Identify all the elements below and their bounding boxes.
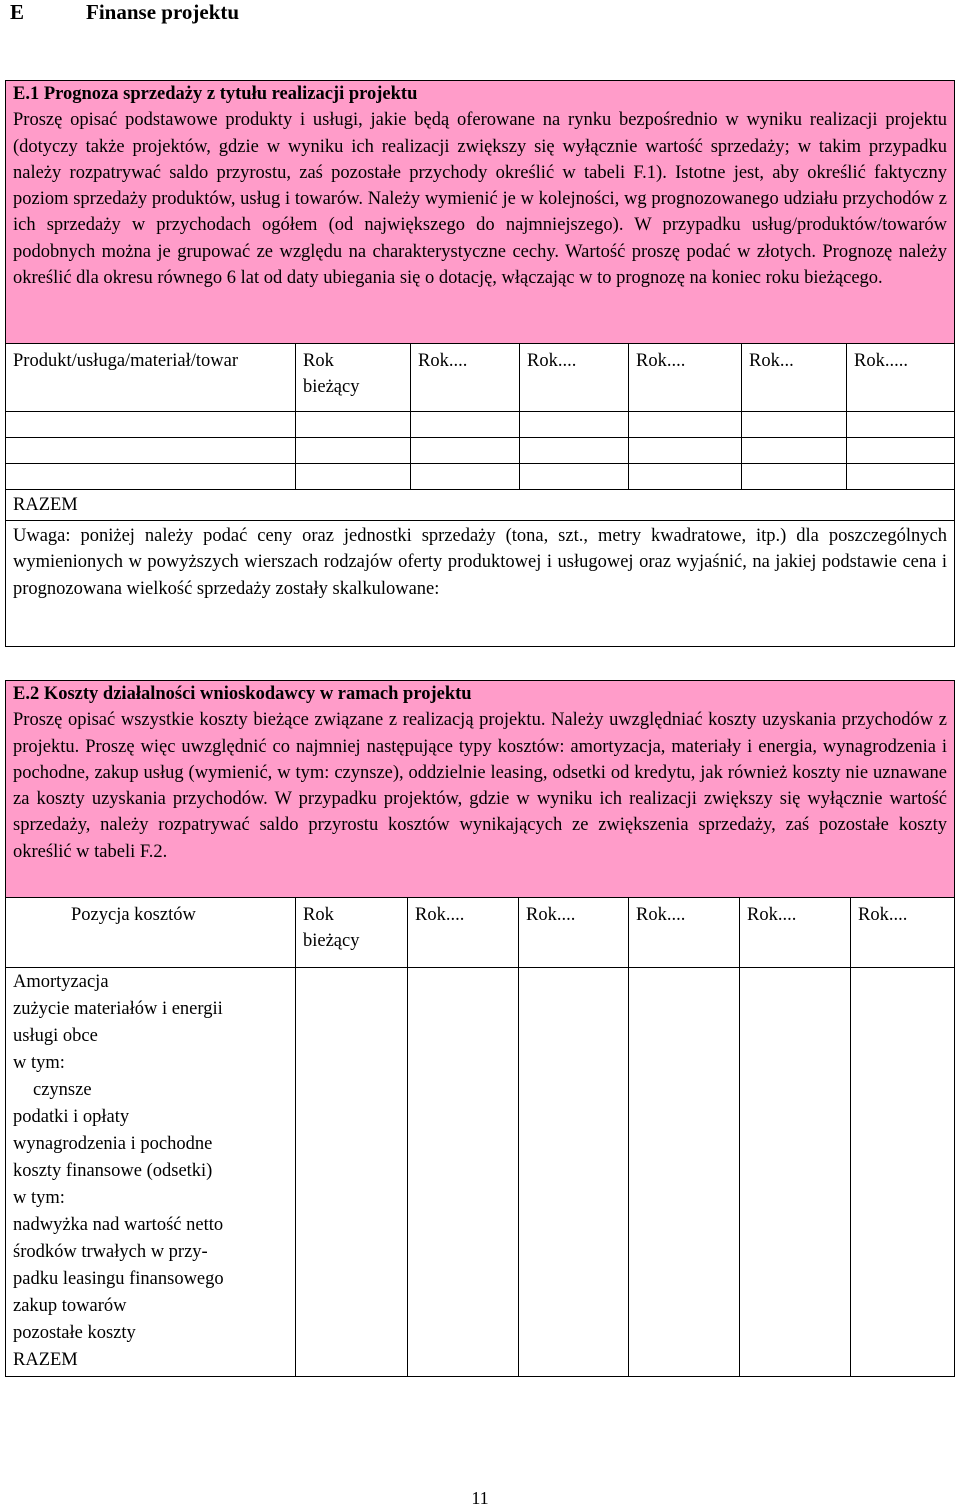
total-label: RAZEM (6, 490, 955, 521)
column-header-year: Rok.... (851, 898, 955, 968)
list-item: padku leasingu finansowego (13, 1269, 224, 1289)
column-header-product: Produkt/usługa/materiał/towar (6, 344, 296, 412)
table-cell[interactable] (6, 412, 296, 438)
table-cell[interactable] (411, 464, 520, 490)
list-item: pozostałe koszty (13, 1323, 136, 1343)
page-title (10, 0, 239, 24)
section-e2-heading: E.2 Koszty działalności wnioskodawcy w ramach projektu (13, 684, 472, 704)
column-header-year: Rok.... (519, 898, 629, 968)
list-item: koszty finansowe (odsetki) (13, 1161, 213, 1181)
table-row (6, 412, 955, 438)
list-item: zużycie materiałów i energii (13, 999, 223, 1019)
page-number: 11 (471, 1488, 489, 1508)
column-header-year: Rok.... (740, 898, 851, 968)
table-cell[interactable] (411, 412, 520, 438)
list-item: nadwyżka nad wartość netto (13, 1215, 224, 1235)
list-item: wynagrodzenia i pochodne (13, 1134, 213, 1154)
column-header-cost-item: Pozycja kosztów (6, 898, 296, 968)
table-cell[interactable] (408, 968, 519, 1377)
table-cell[interactable] (411, 438, 520, 464)
cost-items-list (6, 968, 296, 1377)
table-cell[interactable] (740, 968, 851, 1377)
table-cell[interactable] (296, 968, 408, 1377)
table-cell[interactable] (851, 968, 955, 1377)
table-cell[interactable] (847, 438, 955, 464)
table-cell[interactable] (520, 412, 629, 438)
table-header-row (6, 344, 955, 412)
total-row (6, 490, 955, 521)
list-item: usługi obce (13, 1026, 98, 1046)
column-header-year: Rok..... (847, 344, 955, 412)
column-header-year: Rok.... (629, 344, 742, 412)
pricing-note: Uwaga: poniżej należy podać ceny oraz jednostki sprzedaży (tona, szt., metry kwadratowe, itp.) dla poszczególnych wymienionych w powyższych wierszach rodzajów oferty produktowej i usługowej oraz wyjaśnić, na jakiej podstawie cena i prognozowana wielkość sprzedaży zostały skalkulowane: (6, 521, 955, 647)
table-cell[interactable] (520, 438, 629, 464)
list-item: środków trwałych w przy- (13, 1242, 208, 1262)
cost-items-row (6, 968, 955, 1377)
section-e1-body: Proszę opisać podstawowe produkty i usługi, jakie będą oferowane na rynku bezpośrednio w wyniku realizacji projektu (dotyczy także projektów, gdzie w wyniku ich realizacji zwiększy się wyłącznie wartość sprzedaży; w takim przypadku należy rozpatrywać saldo przyrostu, zaś pozostałe przychody określić w tabeli F.1). Istotne jest, aby określić faktyczny poziom sprzedaży produktów, usług i towarów. Należy wymienić je w kolejności, wg prognozowanego udziału przychodów z ich sprzedaży w przychodach ogółem (od największego do najmniejszego). W przypadku usług/produktów/towarów podobnych można je grupować ze względu na charakterystyczne cechy. Wartość proszę podać w złotych. Prognozę należy określić dla okresu równego 6 lat od daty ubiegania się o dotację, włączając w to prognozę na koniec roku bieżącego. (13, 110, 947, 289)
table-cell[interactable] (847, 412, 955, 438)
list-item: czynsze (33, 1080, 92, 1100)
list-item: w tym: (13, 1188, 65, 1208)
table-cell[interactable] (629, 412, 742, 438)
table-cell[interactable] (629, 438, 742, 464)
list-item: zakup towarów (13, 1296, 127, 1316)
section-e2-description (5, 680, 955, 898)
section-e1-heading: E.1 Prognoza sprzedaży z tytułu realizacji projektu (13, 84, 418, 104)
table-cell[interactable] (519, 968, 629, 1377)
table-cell[interactable] (296, 412, 411, 438)
table-header-row (6, 898, 955, 968)
column-header-year: Rok... (742, 344, 847, 412)
column-header-year: Rok.... (408, 898, 519, 968)
table-cell[interactable] (742, 438, 847, 464)
table-cell[interactable] (520, 464, 629, 490)
table-cell[interactable] (6, 438, 296, 464)
table-cell[interactable] (629, 968, 740, 1377)
column-header-year: Rok.... (629, 898, 740, 968)
table-row (6, 438, 955, 464)
table-cell[interactable] (742, 464, 847, 490)
table-cell[interactable] (742, 412, 847, 438)
cost-table (5, 897, 955, 1377)
column-header-year: Rok.... (411, 344, 520, 412)
column-header-year: Rok.... (520, 344, 629, 412)
sales-forecast-table (5, 343, 955, 647)
table-row (6, 464, 955, 490)
table-cell[interactable] (296, 464, 411, 490)
column-header-current-year: Rok bieżący (296, 344, 411, 412)
section-e2-body: Proszę opisać wszystkie koszty bieżące związane z realizacją projektu. Należy uwzględniać koszty uzyskania przychodów z projektu. Proszę więc uwzględnić co najmniej następujące typy kosztów: amortyzacja, materiały i energia, wynagrodzenia i pochodne, zakup usług (wymienić, w tym: czynsze), oddzielnie leasing, odsetki od kredytu, jak również koszty nie uznawane za koszty uzyskania przychodów. W przypadku projektów, gdzie w wyniku ich realizacji zwiększy się wyłącznie wartość sprzedaży, należy rozpatrywać saldo przyrostu kosztów wynikających ze zwiększenia sprzedaży, zaś pozostałe koszty określić w tabeli F.2. (13, 710, 947, 862)
section-e1-description (5, 80, 955, 344)
column-header-current-year: Rok bieżący (296, 898, 408, 968)
table-cell[interactable] (6, 464, 296, 490)
list-item: RAZEM (13, 1350, 78, 1370)
list-item: Amortyzacja (13, 972, 109, 992)
list-item: w tym: (13, 1053, 65, 1073)
section-letter: E (10, 0, 25, 24)
list-item: podatki i opłaty (13, 1107, 130, 1127)
table-cell[interactable] (847, 464, 955, 490)
table-cell[interactable] (629, 464, 742, 490)
section-title: Finanse projektu (86, 0, 240, 24)
table-cell[interactable] (296, 438, 411, 464)
note-row (6, 521, 955, 647)
